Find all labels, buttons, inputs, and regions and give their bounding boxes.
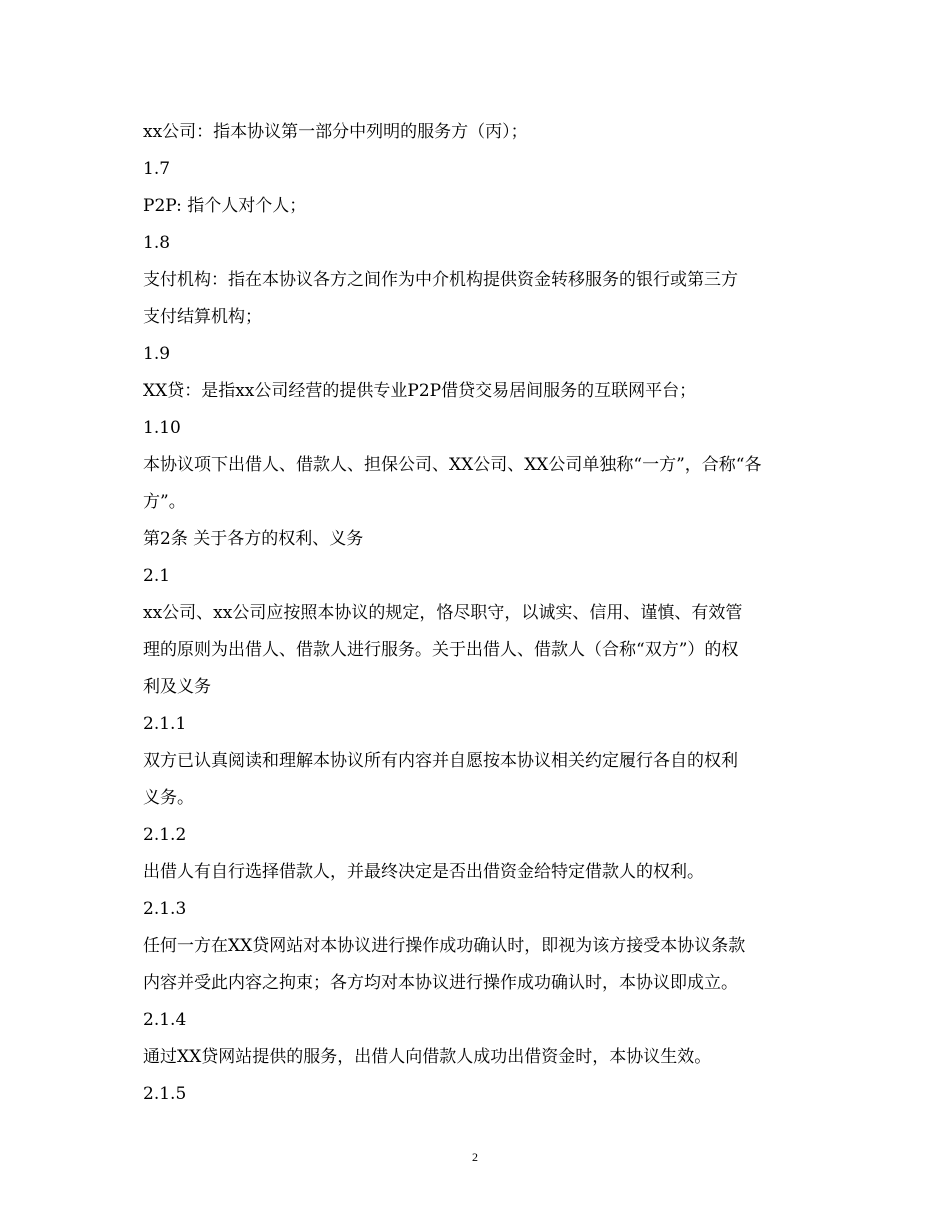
text-line: 支付结算机构； xyxy=(143,307,262,327)
text-line: 通过XX贷网站提供的服务，出借人向借款人成功出借资金时，本协议生效。 xyxy=(143,1047,712,1067)
clause-number: 1.8 xyxy=(143,233,171,253)
clause-number: 2.1 xyxy=(143,566,171,586)
clause-number: 1.7 xyxy=(143,159,171,179)
text-line: XX贷：是指xx公司经营的提供专业P2P借贷交易居间服务的互联网平台； xyxy=(143,381,697,401)
text-line: 支付机构：指在本协议各方之间作为中介机构提供资金转移服务的银行或第三方 xyxy=(143,270,738,290)
text-line: 利及义务 xyxy=(143,677,211,697)
text-line: 内容并受此内容之拘束；各方均对本协议进行操作成功确认时，本协议即成立。 xyxy=(143,973,738,993)
clause-number: 2.1.1 xyxy=(143,714,187,734)
clause-number: 2.1.3 xyxy=(143,899,187,919)
text-line: 任何一方在XX贷网站对本协议进行操作成功确认时，即视为该方接受本协议条款 xyxy=(143,936,746,956)
clause-number: 1.10 xyxy=(143,418,181,438)
clause-number: 1.9 xyxy=(143,344,171,364)
text-line: 本协议项下出借人、借款人、担保公司、XX公司、XX公司单独称“一方”，合称“各 xyxy=(143,455,762,475)
text-line: 出借人有自行选择借款人，并最终决定是否出借资金给特定借款人的权利。 xyxy=(143,862,704,882)
text-line: xx公司、xx公司应按照本协议的规定，恪尽职守，以诚实、信用、谨慎、有效管 xyxy=(143,603,743,623)
text-line: P2P: 指个人对个人； xyxy=(143,196,307,216)
text-line: 双方已认真阅读和理解本协议所有内容并自愿按本协议相关约定履行各自的权利 xyxy=(143,751,738,771)
section-heading: 第2条 关于各方的权利、义务 xyxy=(143,529,364,549)
clause-number: 2.1.5 xyxy=(143,1084,187,1104)
clause-number: 2.1.4 xyxy=(143,1010,187,1030)
text-line: xx公司：指本协议第一部分中列明的服务方（丙）； xyxy=(143,122,528,142)
text-line: 方”。 xyxy=(143,492,186,512)
clause-number: 2.1.2 xyxy=(143,825,187,845)
document-body xyxy=(143,114,813,1113)
text-line: 义务。 xyxy=(143,788,194,808)
text-line: 理的原则为出借人、借款人进行服务。关于出借人、借款人（合称“双方”）的权 xyxy=(143,640,739,660)
page-number: 2 xyxy=(472,1150,478,1164)
